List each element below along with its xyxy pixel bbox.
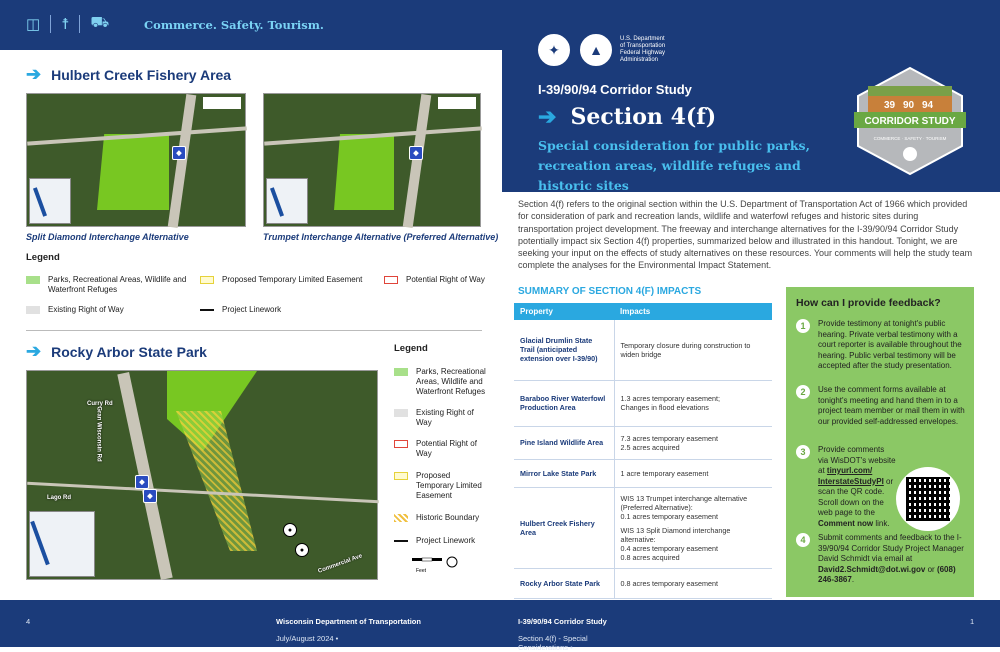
property-cell: Pine Island Wildlife Area bbox=[514, 426, 614, 459]
impact-line: 0.8 acres acquired bbox=[620, 552, 680, 562]
table-row bbox=[514, 487, 772, 568]
footer-study: I-39/90/94 Corridor Study bbox=[518, 617, 607, 626]
impacts-cell bbox=[614, 487, 772, 568]
footer-date: July/August 2024 • bbox=[276, 634, 339, 643]
rocky-heading bbox=[26, 341, 207, 362]
column-header-property: Property bbox=[514, 303, 614, 320]
rocky-title: Rocky Arbor State Park bbox=[51, 343, 207, 360]
property-cell: Rocky Arbor State Park bbox=[514, 568, 614, 598]
impacts-cell bbox=[614, 380, 772, 426]
legend-label: Project Linework bbox=[222, 305, 282, 314]
legend-label: Historic Boundary bbox=[416, 513, 480, 522]
feedback-text-part: Provide comments via WisDOT's website at bbox=[818, 445, 896, 475]
tagline: Commerce. Safety. Tourism. bbox=[144, 18, 324, 32]
footer-left-text bbox=[276, 617, 421, 643]
badge-num-94: 94 bbox=[922, 100, 934, 111]
legend-item-parks bbox=[26, 275, 196, 295]
impacts-cell bbox=[614, 320, 772, 380]
impact-line: 7.3 acres temporary easement bbox=[620, 433, 718, 443]
legend-item-potential-row bbox=[384, 275, 494, 285]
property-cell: Baraboo River Waterfowl Production Area bbox=[514, 380, 614, 426]
caption-split-diamond: Split Diamond Interchange Alternative bbox=[26, 232, 189, 242]
legend-label: Potential Right of Way bbox=[406, 275, 485, 284]
impact-line: 2.5 acres acquired bbox=[620, 442, 680, 452]
fhwa-line: of Transportation bbox=[620, 43, 666, 49]
table-row bbox=[514, 320, 772, 380]
badge-title: CORRIDOR STUDY bbox=[864, 116, 956, 127]
feedback-text bbox=[818, 533, 966, 586]
section-header-panel bbox=[502, 0, 1000, 192]
footer-org: Wisconsin Department of Transportation bbox=[276, 617, 421, 626]
scale-bar bbox=[203, 97, 241, 109]
badge-num-90: 90 bbox=[903, 100, 915, 111]
page-number-left: 4 bbox=[26, 617, 31, 626]
legend-label: Potential Right of Way bbox=[416, 439, 477, 458]
impact-line: Temporary closure during construction to widen bridge bbox=[620, 340, 751, 359]
wisdot-seal-icon: ✦ bbox=[536, 32, 572, 68]
legend-label: Existing Right of Way bbox=[48, 305, 124, 314]
feedback-text-part: link. bbox=[873, 518, 890, 528]
footer bbox=[0, 600, 1000, 652]
impacts-cell bbox=[614, 426, 772, 459]
interstate-shield-icon: ◆ bbox=[409, 146, 423, 160]
header-icons bbox=[26, 14, 109, 33]
scale-bar-rocky bbox=[412, 556, 460, 578]
legend-item-existing-row bbox=[26, 305, 196, 315]
column-header-impacts: Impacts bbox=[614, 303, 772, 320]
feedback-item-3 bbox=[796, 445, 896, 529]
property-cell: Mirror Lake State Park bbox=[514, 459, 614, 487]
arrow-right-icon: ➔ bbox=[538, 104, 557, 130]
section-subtitle: Special consideration for public parks, recreation areas, wildlife refuges and historic sites bbox=[538, 138, 810, 193]
swatch-potential-row bbox=[384, 276, 398, 284]
swatch-linework bbox=[394, 540, 408, 542]
legend-item-tle bbox=[394, 471, 490, 501]
divider bbox=[50, 15, 51, 33]
table-row bbox=[514, 426, 772, 459]
rv-vehicle-icon: ⛟ bbox=[90, 14, 110, 31]
road-label: Curry Rd bbox=[87, 401, 113, 407]
locator-inset-map bbox=[29, 511, 95, 577]
section-title-text: Section 4(f) bbox=[570, 104, 717, 130]
step-number: 1 bbox=[796, 319, 810, 333]
legend-label: Existing Right of Way bbox=[416, 408, 474, 427]
impact-line: 0.4 acres temporary easement bbox=[620, 543, 718, 553]
website-link[interactable]: tinyurl.com/ InterstateStudyPI bbox=[818, 466, 884, 486]
feedback-text: Provide testimony at tonight's public hearing. Private verbal testimony with a court reporter is available throughout the hearing. Public verbal testimony will be accepted after the study presentation. bbox=[818, 319, 962, 370]
feedback-text-part: . bbox=[851, 575, 855, 584]
hulbert-heading bbox=[26, 64, 231, 85]
impacts-cell bbox=[614, 568, 772, 598]
usdot-seal-icon: ▲ bbox=[578, 32, 614, 68]
locator-inset-map bbox=[29, 178, 71, 224]
legend-label: Proposed Temporary Limited Easement bbox=[416, 471, 482, 500]
impacts-cell bbox=[614, 459, 772, 487]
hulbert-legend-title: Legend bbox=[26, 252, 60, 263]
impact-line: WIS 13 Trumpet interchange alternative (Preferred Alternative): bbox=[620, 493, 748, 512]
map-trumpet bbox=[263, 93, 481, 227]
interstate-shield-icon: ◆ bbox=[172, 146, 186, 160]
feedback-title: How can I provide feedback? bbox=[796, 297, 941, 309]
property-cell: Hulbert Creek Fishery Area bbox=[514, 487, 614, 568]
section-divider bbox=[26, 330, 482, 331]
interstate-90-shield-icon: ◆ bbox=[135, 475, 149, 489]
swatch-linework bbox=[200, 309, 214, 311]
road-label: Lago Rd bbox=[47, 495, 71, 501]
map-rocky-arbor bbox=[26, 370, 378, 580]
legend-label: Project Linework bbox=[416, 536, 476, 545]
swatch-historic bbox=[394, 514, 408, 522]
badge-tagline: COMMERCE · SAFETY · TOURISM bbox=[873, 136, 947, 141]
feedback-item-4 bbox=[796, 533, 966, 586]
legend-item-tle bbox=[200, 275, 370, 285]
agency-logos bbox=[536, 32, 665, 68]
table-row bbox=[514, 568, 772, 598]
impacts-table bbox=[514, 303, 772, 599]
route-16-shield-icon: ● bbox=[295, 543, 309, 557]
fhwa-line: Administration bbox=[620, 57, 659, 63]
feedback-box bbox=[786, 287, 974, 597]
qr-code-pattern bbox=[906, 477, 950, 521]
footer-right-text bbox=[518, 617, 607, 652]
legend-item-historic bbox=[394, 513, 490, 523]
table-row bbox=[514, 380, 772, 426]
road-label: Gran Wisconsin Rd bbox=[95, 406, 102, 462]
impact-line: 1 acre temporary easement bbox=[620, 468, 709, 478]
qr-code[interactable] bbox=[896, 467, 960, 531]
arrow-right-icon: ➔ bbox=[26, 64, 42, 84]
feedback-item-2 bbox=[796, 385, 966, 427]
person-icon: ☨ bbox=[61, 15, 70, 33]
feedback-text-part: or bbox=[925, 564, 937, 574]
footer-section: Section 4(f) - Special Considerations • bbox=[518, 634, 588, 652]
impact-line: Changes in flood elevations bbox=[620, 403, 709, 412]
road-label: Commercial Ave bbox=[317, 553, 364, 575]
hulbert-title: Hulbert Creek Fishery Area bbox=[51, 66, 232, 83]
intro-paragraph: Section 4(f) refers to the original section within the U.S. Department of Transportation Act of 1966 which provided for consideration of park and recreation lands, wildlife and waterfowl refuges and historic sites during transportation project development. The freeway and interchange alternatives for the I-39/90/94 Corridor Study potentially impact six Section 4(f) properties, summarized below and illustrated in this handout. Tonight, we are seeking your input on the effects of study alternatives on these resources. Your comments will help the study team complete the analyses for the Environmental Impact Statement. bbox=[518, 199, 973, 271]
divider bbox=[79, 15, 80, 33]
feedback-item-1 bbox=[796, 319, 966, 372]
property-cell: Glacial Drumlin State Trail (anticipated extension over I-39/90) bbox=[514, 320, 614, 380]
cargo-box-icon: ◫ bbox=[26, 15, 41, 33]
swatch-parks bbox=[26, 276, 40, 284]
legend-item-parks bbox=[394, 367, 490, 397]
impact-line: 0.8 acres temporary easement bbox=[620, 578, 718, 588]
impact-line: WIS 13 Split Diamond interchange alternative: bbox=[620, 525, 731, 544]
locator-inset-map bbox=[266, 178, 308, 224]
legend-label: Parks, Recreational Areas, Wildlife and Waterfront Refuges bbox=[48, 275, 187, 294]
page-number-right: 1 bbox=[970, 617, 975, 626]
impact-line: 1.3 acres temporary easement; bbox=[620, 394, 720, 403]
fhwa-logo bbox=[620, 36, 665, 64]
step-number: 3 bbox=[796, 445, 810, 459]
feedback-text-part: or scan the QR code. Scroll down on the web page to the bbox=[818, 476, 894, 517]
interstate-94-shield-icon: ◆ bbox=[143, 489, 157, 503]
step-number: 4 bbox=[796, 533, 810, 547]
phone-number: (608) 246-3867 bbox=[818, 564, 956, 584]
step-number: 2 bbox=[796, 385, 810, 399]
swatch-potential-row bbox=[394, 440, 408, 448]
section-title bbox=[538, 104, 716, 130]
legend-item-linework bbox=[200, 305, 370, 315]
comment-now-link[interactable]: Comment now bbox=[818, 518, 874, 528]
fhwa-line: Federal Highway bbox=[620, 50, 666, 56]
feedback-text: Use the comment forms available at tonight's meeting and hand them in to a project team member or mail them in with our provided self-addressed envelopes. bbox=[818, 385, 965, 426]
email-link[interactable]: David2.Schmidt@dot.wi.gov bbox=[818, 564, 926, 574]
feedback-text-part: Submit comments and feedback to the I-39/90/94 Corridor Study Project Manager David Schmidt via email at bbox=[818, 533, 964, 563]
rocky-legend-title: Legend bbox=[394, 343, 428, 354]
badge-num-39: 39 bbox=[884, 100, 896, 111]
swatch-existing-row bbox=[26, 306, 40, 314]
legend-item-potential-row bbox=[394, 439, 490, 459]
swatch-parks bbox=[394, 368, 408, 376]
swatch-tle bbox=[200, 276, 214, 284]
swatch-tle bbox=[394, 472, 408, 480]
legend-item-existing-row bbox=[394, 408, 490, 428]
legend-item-linework bbox=[394, 536, 490, 546]
impacts-table-title: SUMMARY OF SECTION 4(F) IMPACTS bbox=[518, 286, 702, 297]
legend-label: Parks, Recreational Areas, Wildlife and Waterfront Refuges bbox=[416, 367, 486, 396]
study-title: I-39/90/94 Corridor Study bbox=[538, 82, 692, 97]
corridor-study-badge bbox=[854, 66, 966, 176]
route-12-shield-icon: ● bbox=[283, 523, 297, 537]
scale-unit: Feet bbox=[416, 568, 427, 574]
map-split-diamond bbox=[26, 93, 246, 227]
swatch-existing-row bbox=[394, 409, 408, 417]
table-header-row bbox=[514, 303, 772, 320]
table-row bbox=[514, 459, 772, 487]
arrow-right-icon: ➔ bbox=[26, 341, 42, 361]
fhwa-line: U.S. Department bbox=[620, 36, 665, 42]
scale-bar bbox=[438, 97, 476, 109]
impact-line: 0.1 acres temporary easement bbox=[620, 511, 718, 521]
caption-trumpet: Trumpet Interchange Alternative (Preferred Alternative) bbox=[263, 232, 499, 242]
feedback-text bbox=[818, 445, 896, 529]
legend-label: Proposed Temporary Limited Easement bbox=[222, 275, 363, 284]
